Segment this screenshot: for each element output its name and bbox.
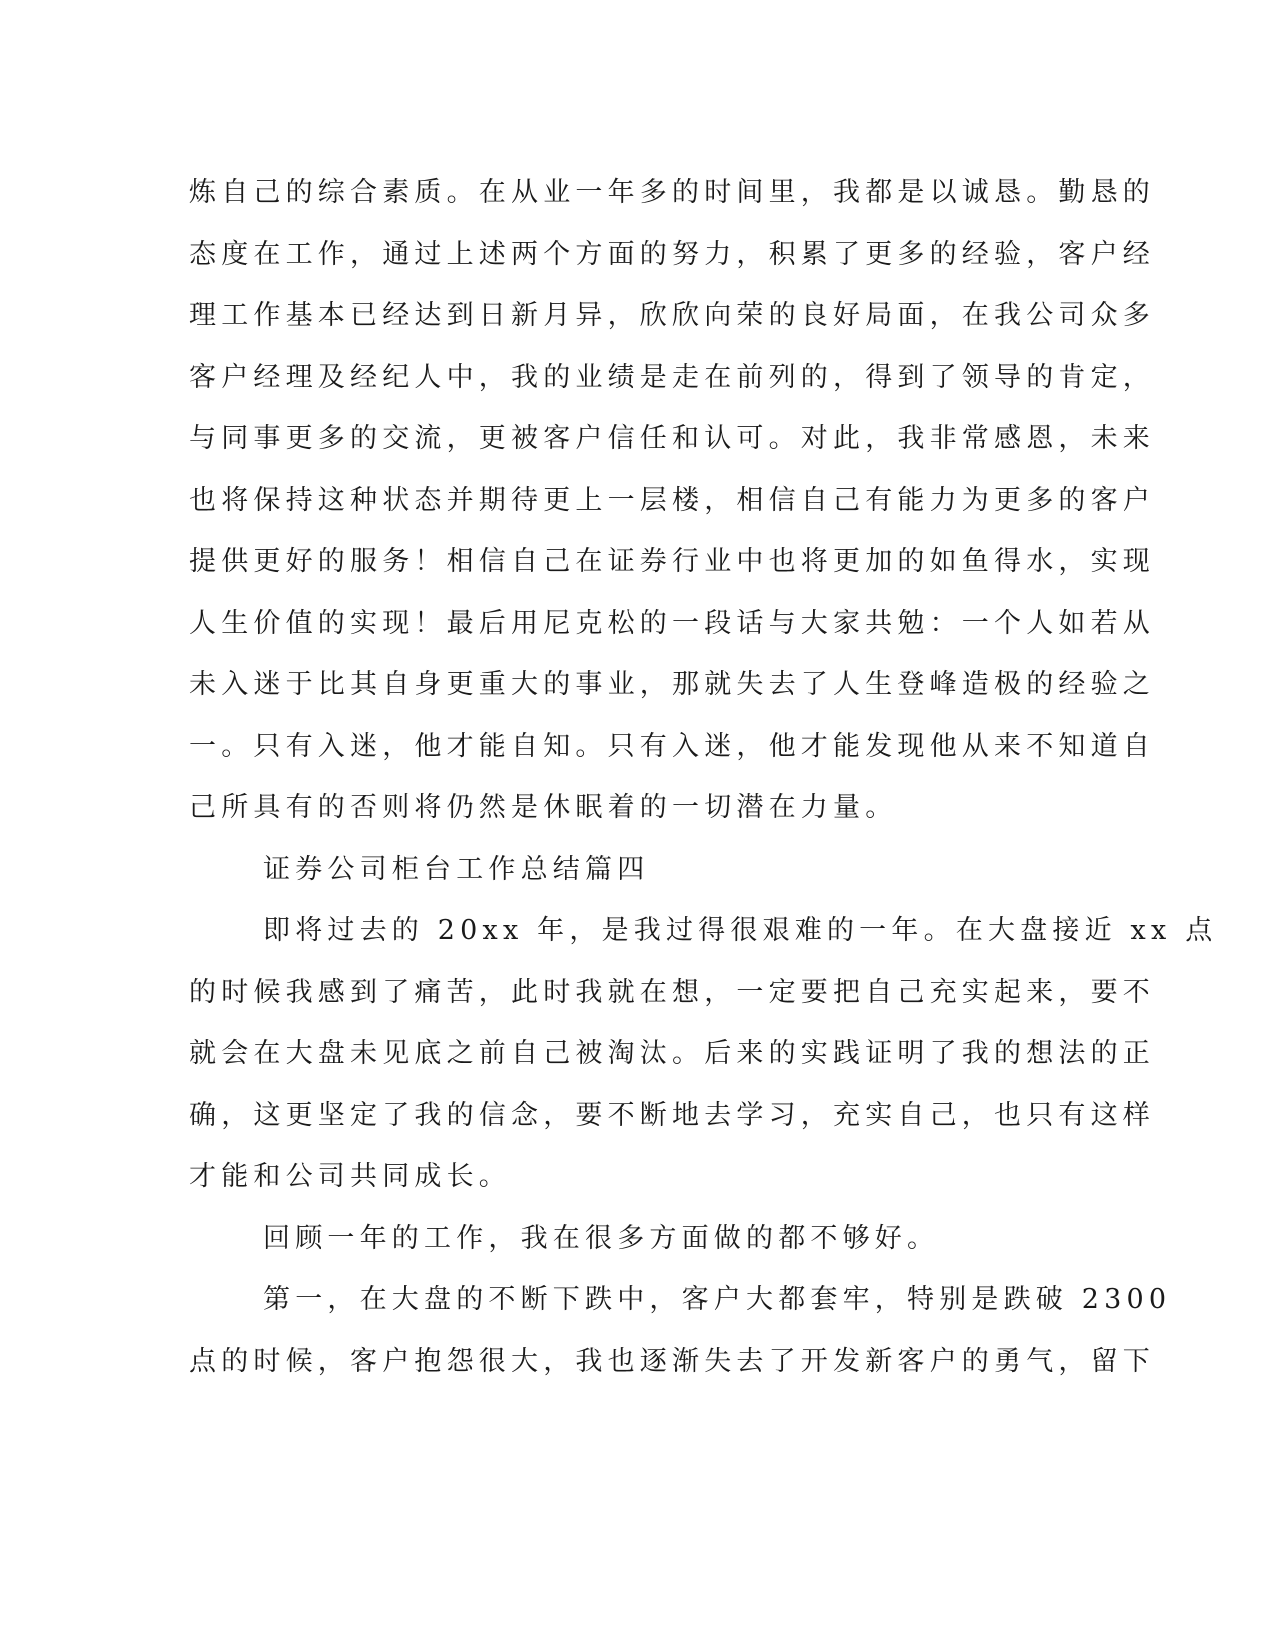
paragraph-line: 一。只有入迷，他才能自知。只有入迷，他才能发现他从来不知道自 <box>189 730 1155 762</box>
paragraph-line: 点的时候，客户抱怨很大，我也逐渐失去了开发新客户的勇气，留下 <box>189 1345 1155 1377</box>
paragraph-line: 未入迷于比其自身更重大的事业，那就失去了人生登峰造极的经验之 <box>189 669 1155 700</box>
paragraph-line-indented: 第一，在大盘的不断下跌中，客户大都套牢，特别是跌破 2300 <box>263 1284 1172 1315</box>
paragraph-line-indented: 回顾一年的工作，我在很多方面做的都不够好。 <box>263 1222 940 1254</box>
paragraph-line: 炼自己的综合素质。在从业一年多的时间里，我都是以诚恳。勤恳的 <box>189 177 1155 208</box>
paragraph-line-indented: 证券公司柜台工作总结篇四 <box>263 853 650 885</box>
paragraph-line: 才能和公司共同成长。 <box>189 1161 511 1192</box>
paragraph-line: 也将保持这种状态并期待更上一层楼，相信自己有能力为更多的客户 <box>189 484 1155 516</box>
paragraph-line: 态度在工作，通过上述两个方面的努力，积累了更多的经验，客户经 <box>189 238 1155 270</box>
paragraph-line-indented: 即将过去的 20xx 年，是我过得很艰难的一年。在大盘接近 xx 点 <box>263 915 1218 946</box>
paragraph-line: 的时候我感到了痛苦，此时我就在想，一定要把自己充实起来，要不 <box>189 976 1155 1008</box>
paragraph-line: 己所具有的否则将仍然是休眠着的一切潜在力量。 <box>189 792 898 823</box>
document-body <box>189 162 1218 1392</box>
paragraph-line: 人生价值的实现！最后用尼克松的一段话与大家共勉：一个人如若从 <box>189 607 1155 639</box>
paragraph-line: 客户经理及经纪人中，我的业绩是走在前列的，得到了领导的肯定， <box>189 361 1155 393</box>
paragraph-line: 就会在大盘未见底之前自己被淘汰。后来的实践证明了我的想法的正 <box>189 1038 1155 1069</box>
paragraph-line: 理工作基本已经达到日新月异，欣欣向荣的良好局面，在我公司众多 <box>189 300 1155 331</box>
paragraph-line: 与同事更多的交流，更被客户信任和认可。对此，我非常感恩，未来 <box>189 423 1155 454</box>
paragraph-line: 确，这更坚定了我的信念，要不断地去学习，充实自己，也只有这样 <box>189 1099 1155 1131</box>
paragraph-line: 提供更好的服务！相信自己在证券行业中也将更加的如鱼得水，实现 <box>189 546 1155 577</box>
